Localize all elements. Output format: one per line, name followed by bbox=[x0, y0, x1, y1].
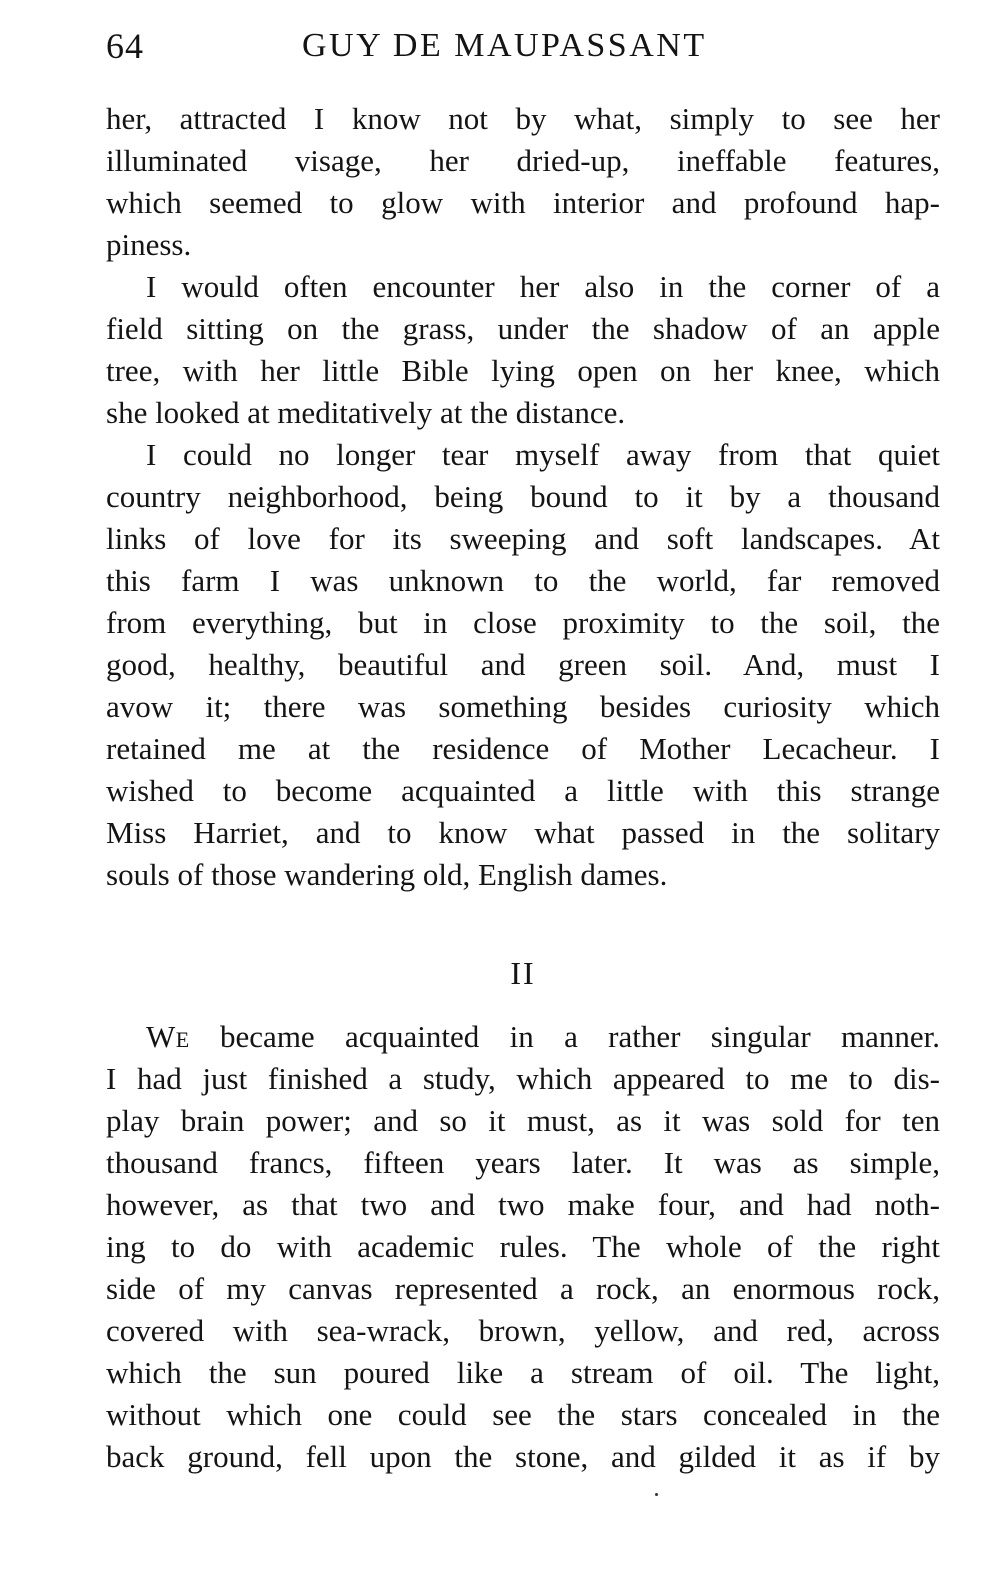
text-line: her, attracted I know not by what, simply to see her bbox=[106, 101, 940, 136]
text-line: which the sun poured like a stream of oil. The light, bbox=[106, 1355, 940, 1390]
text-line: wished to become acquainted a little with this strange bbox=[106, 773, 940, 808]
text-line: ing to do with academic rules. The whole of the right bbox=[106, 1229, 940, 1264]
page-header bbox=[106, 18, 942, 74]
text-line: however, as that two and two make four, and had noth- bbox=[106, 1187, 940, 1222]
text-line: from everything, but in close proximity to the soil, the bbox=[106, 605, 940, 640]
text-line: illuminated visage, her dried-up, ineffable features, bbox=[106, 143, 940, 178]
text-line-first bbox=[106, 1016, 940, 1058]
text-line: tree, with her little Bible lying open on her knee, which bbox=[106, 353, 940, 388]
running-head: GUY DE MAUPASSANT bbox=[302, 27, 707, 64]
text-line: thousand francs, fifteen years later. It was as simple, bbox=[106, 1145, 940, 1180]
paragraph-3 bbox=[106, 434, 940, 896]
text-line: piness. bbox=[106, 227, 192, 262]
text-line: I had just finished a study, which appeared to me to dis- bbox=[106, 1061, 940, 1096]
paragraph-4 bbox=[106, 1016, 940, 1478]
text-line: back ground, fell upon the stone, and gilded it as if by bbox=[106, 1439, 940, 1474]
section-heading: II bbox=[510, 955, 536, 991]
text-line: I would often encounter her also in the corner of a bbox=[146, 269, 940, 304]
text-line: Miss Harriet, and to know what passed in the solitary bbox=[106, 815, 940, 850]
first-line-rest: became acquainted in a rather singular manner. bbox=[189, 1019, 940, 1054]
text-line: good, healthy, beautiful and green soil. And, must I bbox=[106, 647, 940, 682]
text-line: retained me at the residence of Mother Lecacheur. I bbox=[106, 731, 940, 766]
paragraph-2 bbox=[106, 266, 940, 434]
text-line: I could no longer tear myself away from that quiet bbox=[146, 437, 940, 472]
page-number: 64 bbox=[106, 26, 144, 66]
text-line: which seemed to glow with interior and profound hap- bbox=[106, 185, 940, 220]
text-line: avow it; there was something besides curiosity which bbox=[106, 689, 940, 724]
text-line: links of love for its sweeping and soft landscapes. At bbox=[106, 521, 940, 556]
text-line: side of my canvas represented a rock, an enormous rock, bbox=[106, 1271, 940, 1306]
text-line: souls of those wandering old, English dames. bbox=[106, 857, 668, 892]
text-line: without which one could see the stars concealed in the bbox=[106, 1397, 940, 1432]
text-line: play brain power; and so it must, as it was sold for ten bbox=[106, 1103, 940, 1138]
opening-word: We bbox=[146, 1019, 190, 1054]
text-line: country neighborhood, being bound to it by a thousand bbox=[106, 479, 940, 514]
text-line: this farm I was unknown to the world, far removed bbox=[106, 563, 940, 598]
text-line: covered with sea-wrack, brown, yellow, and red, across bbox=[106, 1313, 940, 1348]
paragraph-1 bbox=[106, 98, 940, 266]
text-line: field sitting on the grass, under the shadow of an apple bbox=[106, 311, 940, 346]
print-speck bbox=[655, 1493, 658, 1496]
text-line: she looked at meditatively at the distance. bbox=[106, 395, 626, 430]
